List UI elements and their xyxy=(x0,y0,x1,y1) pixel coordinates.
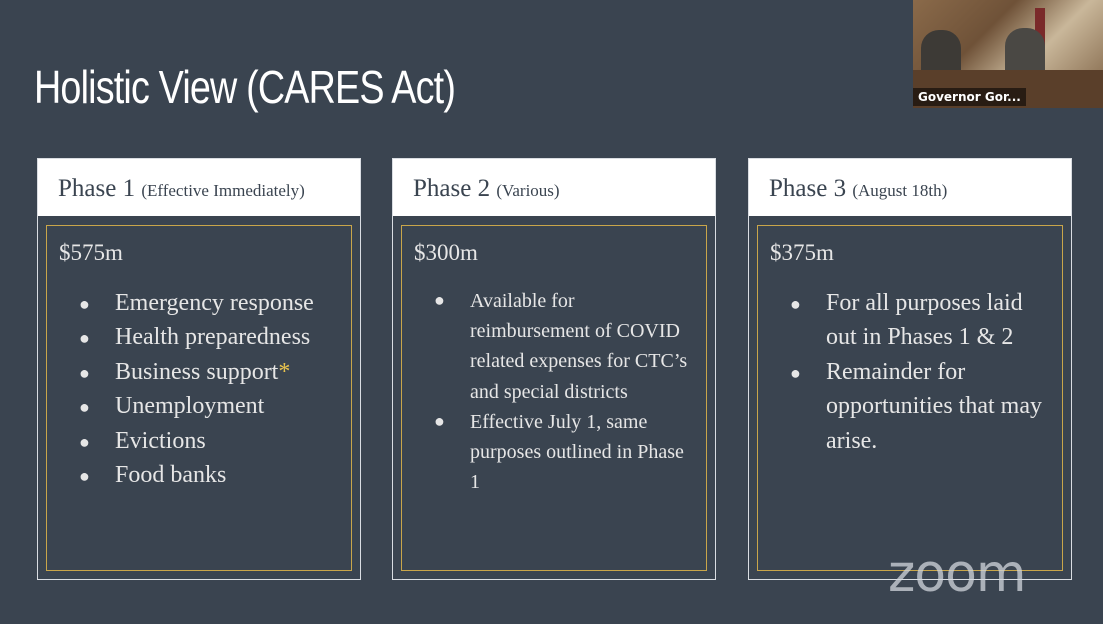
participant-video-tile[interactable] xyxy=(913,0,1103,108)
list-item: ● Available for reimbursement of COVID related expenses for CTC’s and special districts xyxy=(414,286,692,407)
bullet-icon: ● xyxy=(79,362,90,383)
bullet-icon: ● xyxy=(79,466,90,487)
bullet-icon: ● xyxy=(79,431,90,452)
phase-2-list xyxy=(414,286,706,497)
list-item: ● Business support* xyxy=(59,355,351,389)
list-item: ● Effective July 1, same purposes outlined in Phase 1 xyxy=(414,407,692,498)
phase-1-body xyxy=(46,225,352,571)
phase-1-list xyxy=(59,286,351,492)
phase-3-subheading: (August 18th) xyxy=(852,181,948,200)
participant-name-label: Governor Gor... xyxy=(913,88,1026,106)
list-item: ● Unemployment xyxy=(59,389,351,423)
phase-2-card xyxy=(392,158,716,580)
zoom-logo-watermark: zoom xyxy=(888,544,1026,604)
phase-2-subheading: (Various) xyxy=(496,181,560,200)
list-item: ● Remainder for opportunities that may arise. xyxy=(770,355,1048,458)
phase-1-header xyxy=(38,159,360,216)
phase-1-card xyxy=(37,158,361,580)
phase-1-heading: Phase 1 xyxy=(58,175,136,202)
list-item: ● Evictions xyxy=(59,424,351,458)
phase-2-amount: $300m xyxy=(414,240,478,265)
bullet-icon: ● xyxy=(79,294,90,314)
bullet-icon: ● xyxy=(79,328,90,349)
slide-title: Holistic View (CARES Act) xyxy=(34,61,456,113)
bullet-icon: ● xyxy=(790,362,801,383)
bullet-icon: ● xyxy=(790,294,801,314)
bullet-icon: ● xyxy=(434,290,445,310)
phase-3-list xyxy=(770,286,1062,458)
phase-2-heading: Phase 2 xyxy=(413,175,491,202)
phase-2-header xyxy=(393,159,715,216)
phase-3-amount: $375m xyxy=(770,240,834,265)
list-item: ● Health preparedness xyxy=(59,320,351,354)
list-item: ● Emergency response xyxy=(59,286,351,320)
phase-3-heading: Phase 3 xyxy=(769,175,847,202)
bullet-icon: ● xyxy=(79,397,90,418)
phase-3-card xyxy=(748,158,1072,580)
list-item: ● For all purposes laid out in Phases 1 & 2 xyxy=(770,286,1048,355)
phase-1-amount: $575m xyxy=(59,240,123,265)
asterisk-icon: * xyxy=(278,358,291,385)
phase-3-header xyxy=(749,159,1071,216)
phase-3-body xyxy=(757,225,1063,571)
bullet-icon: ● xyxy=(434,410,445,431)
phase-1-subheading: (Effective Immediately) xyxy=(141,181,305,200)
list-item: ● Food banks xyxy=(59,458,351,492)
phase-2-body xyxy=(401,225,707,571)
